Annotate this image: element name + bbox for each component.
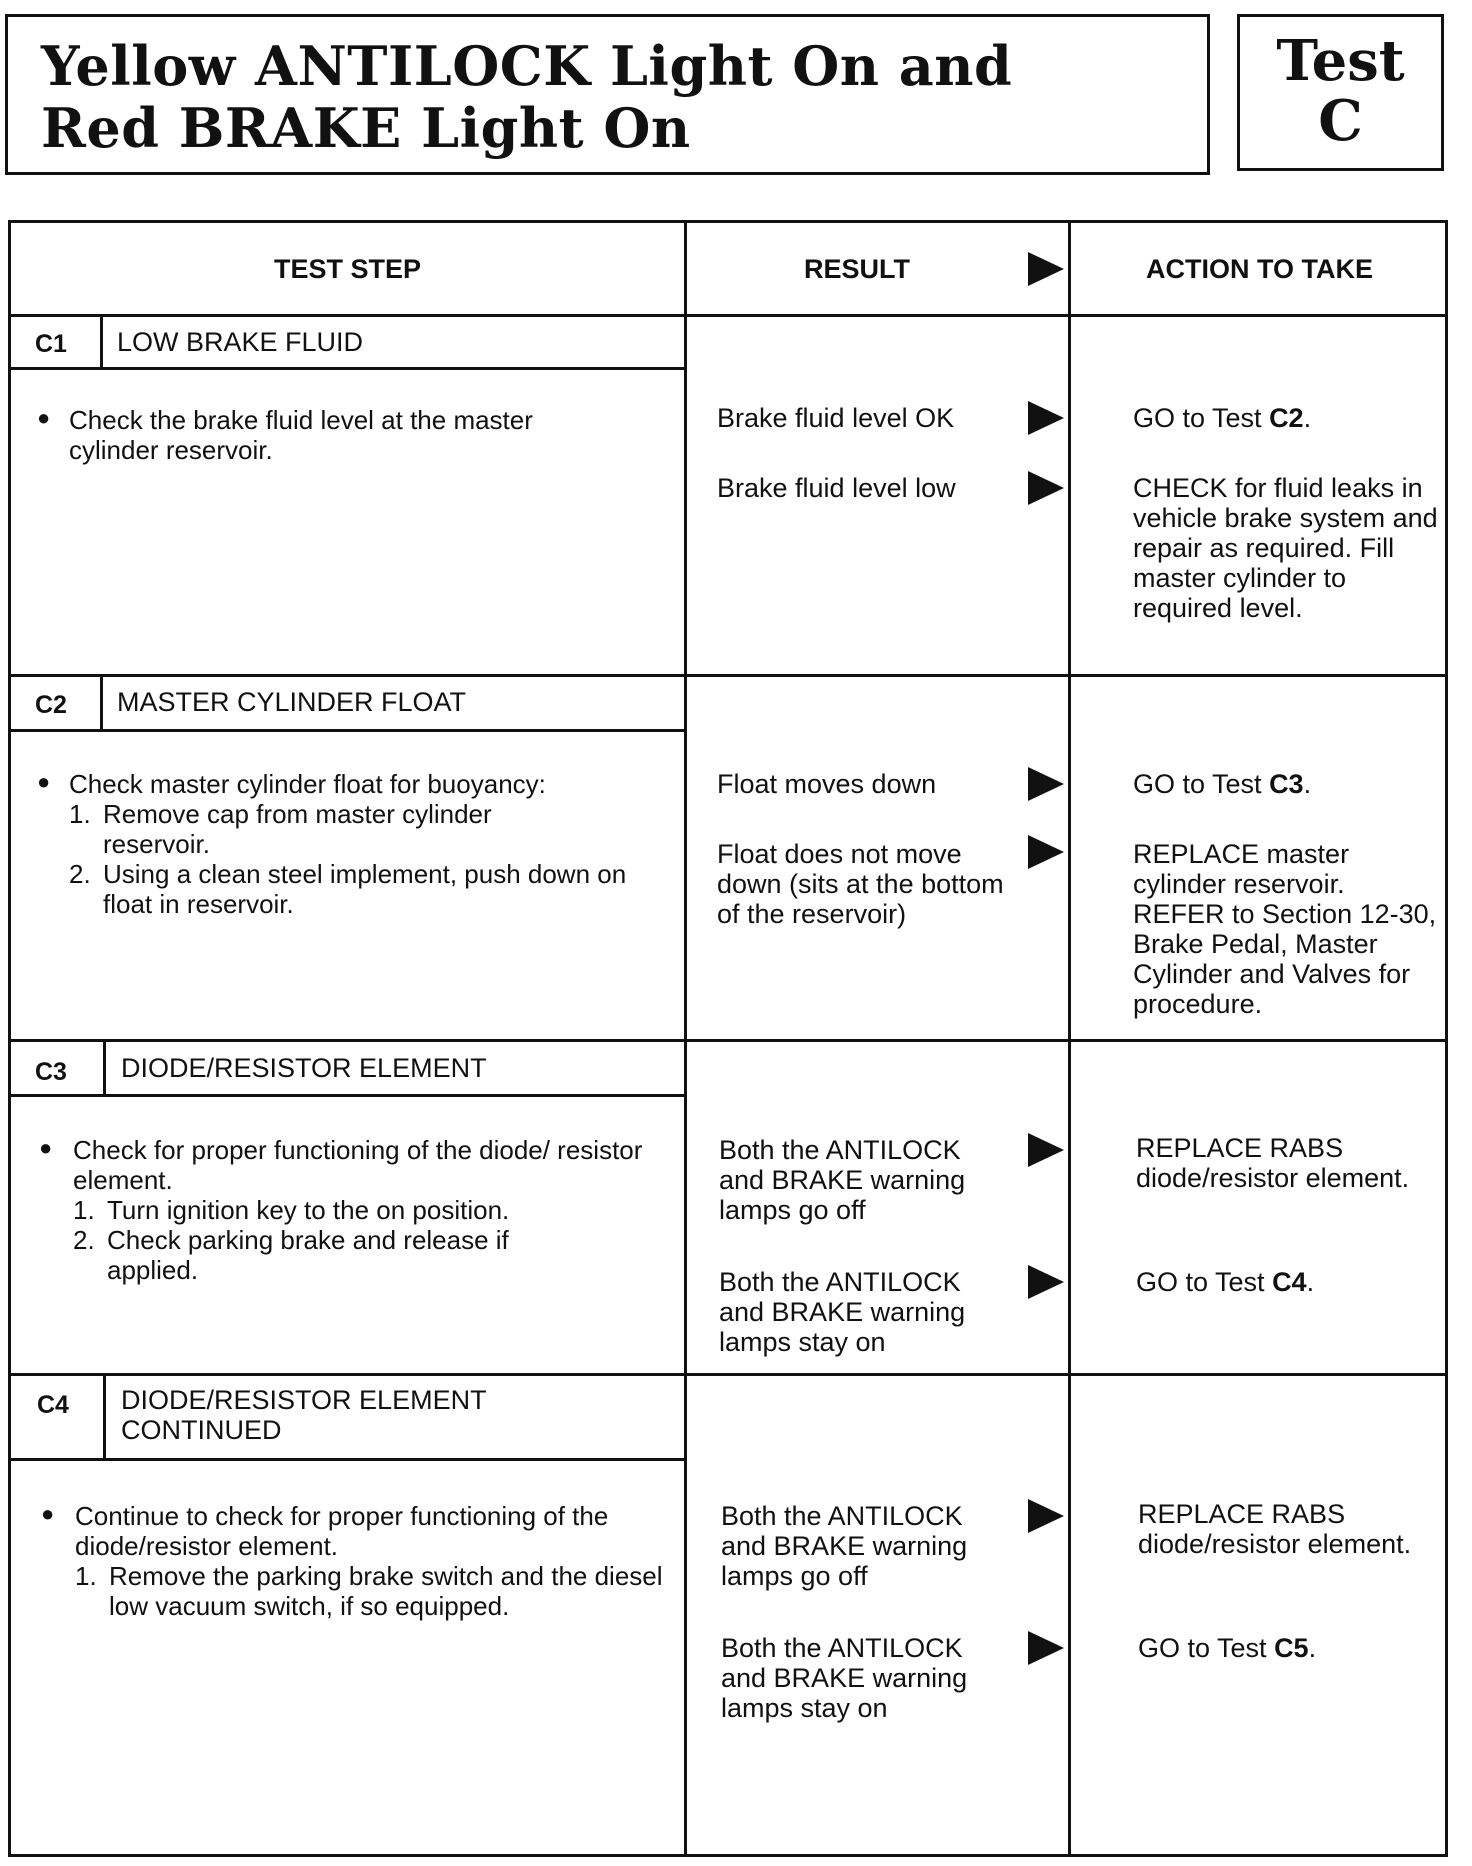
header-divider bbox=[11, 314, 1445, 317]
page-title-line-1: Yellow ANTILOCK Light On and bbox=[41, 34, 1013, 98]
arrow-icon bbox=[1028, 1133, 1064, 1167]
action-text: GO to Test C3. bbox=[1133, 769, 1312, 799]
header-arrow-icon bbox=[1028, 252, 1064, 286]
result-text: Brake fluid level OK bbox=[717, 403, 955, 433]
result-text: Float moves down bbox=[717, 769, 937, 799]
test-label-letter: C bbox=[1318, 88, 1363, 154]
list-item: Remove the parking brake switch and the diesel low vacuum switch, if so equipped. bbox=[109, 1561, 663, 1621]
header-action: ACTION TO TAKE bbox=[1146, 253, 1373, 284]
result-text: Both the ANTILOCK and BRAKE warning lamps go off bbox=[721, 1501, 968, 1591]
result-text: Both the ANTILOCK and BRAKE warning lamps stay on bbox=[719, 1267, 966, 1357]
arrow-icon bbox=[1028, 1631, 1064, 1665]
arrow-icon bbox=[1028, 767, 1064, 801]
test-label-box bbox=[1237, 14, 1444, 171]
step-id-divider bbox=[100, 317, 103, 369]
arrow-icon bbox=[1028, 835, 1064, 869]
list-number: 1. bbox=[75, 1561, 97, 1591]
step-id-divider bbox=[100, 677, 103, 731]
arrow-icon bbox=[1028, 471, 1064, 505]
arrow-icon bbox=[1028, 1499, 1064, 1533]
action-text: GO to Test C4. bbox=[1136, 1267, 1315, 1297]
list-number: 2. bbox=[73, 1225, 95, 1255]
result-text: Float does not move down (sits at the bottom of the reservoir) bbox=[717, 839, 1004, 929]
result-text: Both the ANTILOCK and BRAKE warning lamps go off bbox=[719, 1135, 966, 1225]
step-id: C1 bbox=[35, 330, 67, 358]
list-item: Turn ignition key to the on position. bbox=[107, 1195, 510, 1225]
action-text: REPLACE master cylinder reservoir. REFER to Section 12-30, Brake Pedal, Master Cylinder and Valves for procedure. bbox=[1133, 839, 1437, 1019]
step-name: DIODE/RESISTOR ELEMENT bbox=[121, 1385, 487, 1415]
action-text: REPLACE RABS diode/resistor element. bbox=[1138, 1499, 1412, 1559]
row-divider bbox=[11, 674, 1445, 677]
row-divider bbox=[11, 1373, 1445, 1376]
result-text: Brake fluid level low bbox=[717, 473, 956, 503]
bullet-icon: ● bbox=[37, 405, 51, 430]
bullet-icon: ● bbox=[39, 1135, 53, 1160]
test-procedure-table bbox=[8, 220, 1448, 1857]
bullet-icon: ● bbox=[37, 769, 51, 794]
test-label-word: Test bbox=[1276, 28, 1405, 94]
list-number: 2. bbox=[69, 859, 91, 889]
list-item: Check parking brake and release if applied. bbox=[107, 1225, 509, 1285]
row-divider bbox=[11, 1039, 1445, 1042]
step-title-divider bbox=[11, 1458, 684, 1461]
header-test-step: TEST STEP bbox=[273, 253, 422, 284]
arrow-icon bbox=[1028, 401, 1064, 435]
action-text: REPLACE RABS diode/resistor element. bbox=[1136, 1133, 1410, 1193]
bullet-icon: ● bbox=[41, 1501, 55, 1526]
step-id-divider bbox=[103, 1376, 106, 1460]
step-name: DIODE/RESISTOR ELEMENT bbox=[121, 1053, 487, 1083]
step-id: C3 bbox=[35, 1058, 67, 1086]
step-id-divider bbox=[103, 1042, 106, 1096]
page-title-box bbox=[5, 14, 1210, 175]
step-instruction: Continue to check for proper functioning of the diode/resistor element. bbox=[75, 1501, 609, 1561]
step-name-continued: CONTINUED bbox=[121, 1415, 282, 1445]
list-item: Using a clean steel implement, push down on float in reservoir. bbox=[103, 859, 627, 919]
arrow-icon bbox=[1028, 1265, 1064, 1299]
step-id: C4 bbox=[37, 1391, 69, 1419]
result-text: Both the ANTILOCK and BRAKE warning lamps stay on bbox=[721, 1633, 968, 1723]
step-title-divider bbox=[11, 729, 684, 732]
action-text: GO to Test C2. bbox=[1133, 403, 1312, 433]
action-text: GO to Test C5. bbox=[1138, 1633, 1317, 1663]
list-number: 1. bbox=[69, 799, 91, 829]
step-name: MASTER CYLINDER FLOAT bbox=[117, 687, 467, 717]
step-title-divider bbox=[11, 1094, 684, 1097]
action-text: CHECK for fluid leaks in vehicle brake system and repair as required. Fill master cylinder to required level. bbox=[1133, 473, 1438, 623]
list-item: Remove cap from master cylinder reservoir. bbox=[103, 799, 492, 859]
step-id: C2 bbox=[35, 691, 67, 719]
step-name: LOW BRAKE FLUID bbox=[117, 327, 364, 357]
step-instruction: Check the brake fluid level at the master cylinder reservoir. bbox=[69, 405, 533, 465]
step-instruction: Check for proper functioning of the diode/ resistor element. bbox=[73, 1135, 643, 1195]
step-instruction: Check master cylinder float for buoyancy: bbox=[69, 769, 546, 799]
header-result: RESULT bbox=[804, 253, 910, 284]
step-title-divider bbox=[11, 367, 684, 370]
list-number: 1. bbox=[73, 1195, 95, 1225]
page-title-line-2: Red BRAKE Light On bbox=[41, 96, 691, 160]
